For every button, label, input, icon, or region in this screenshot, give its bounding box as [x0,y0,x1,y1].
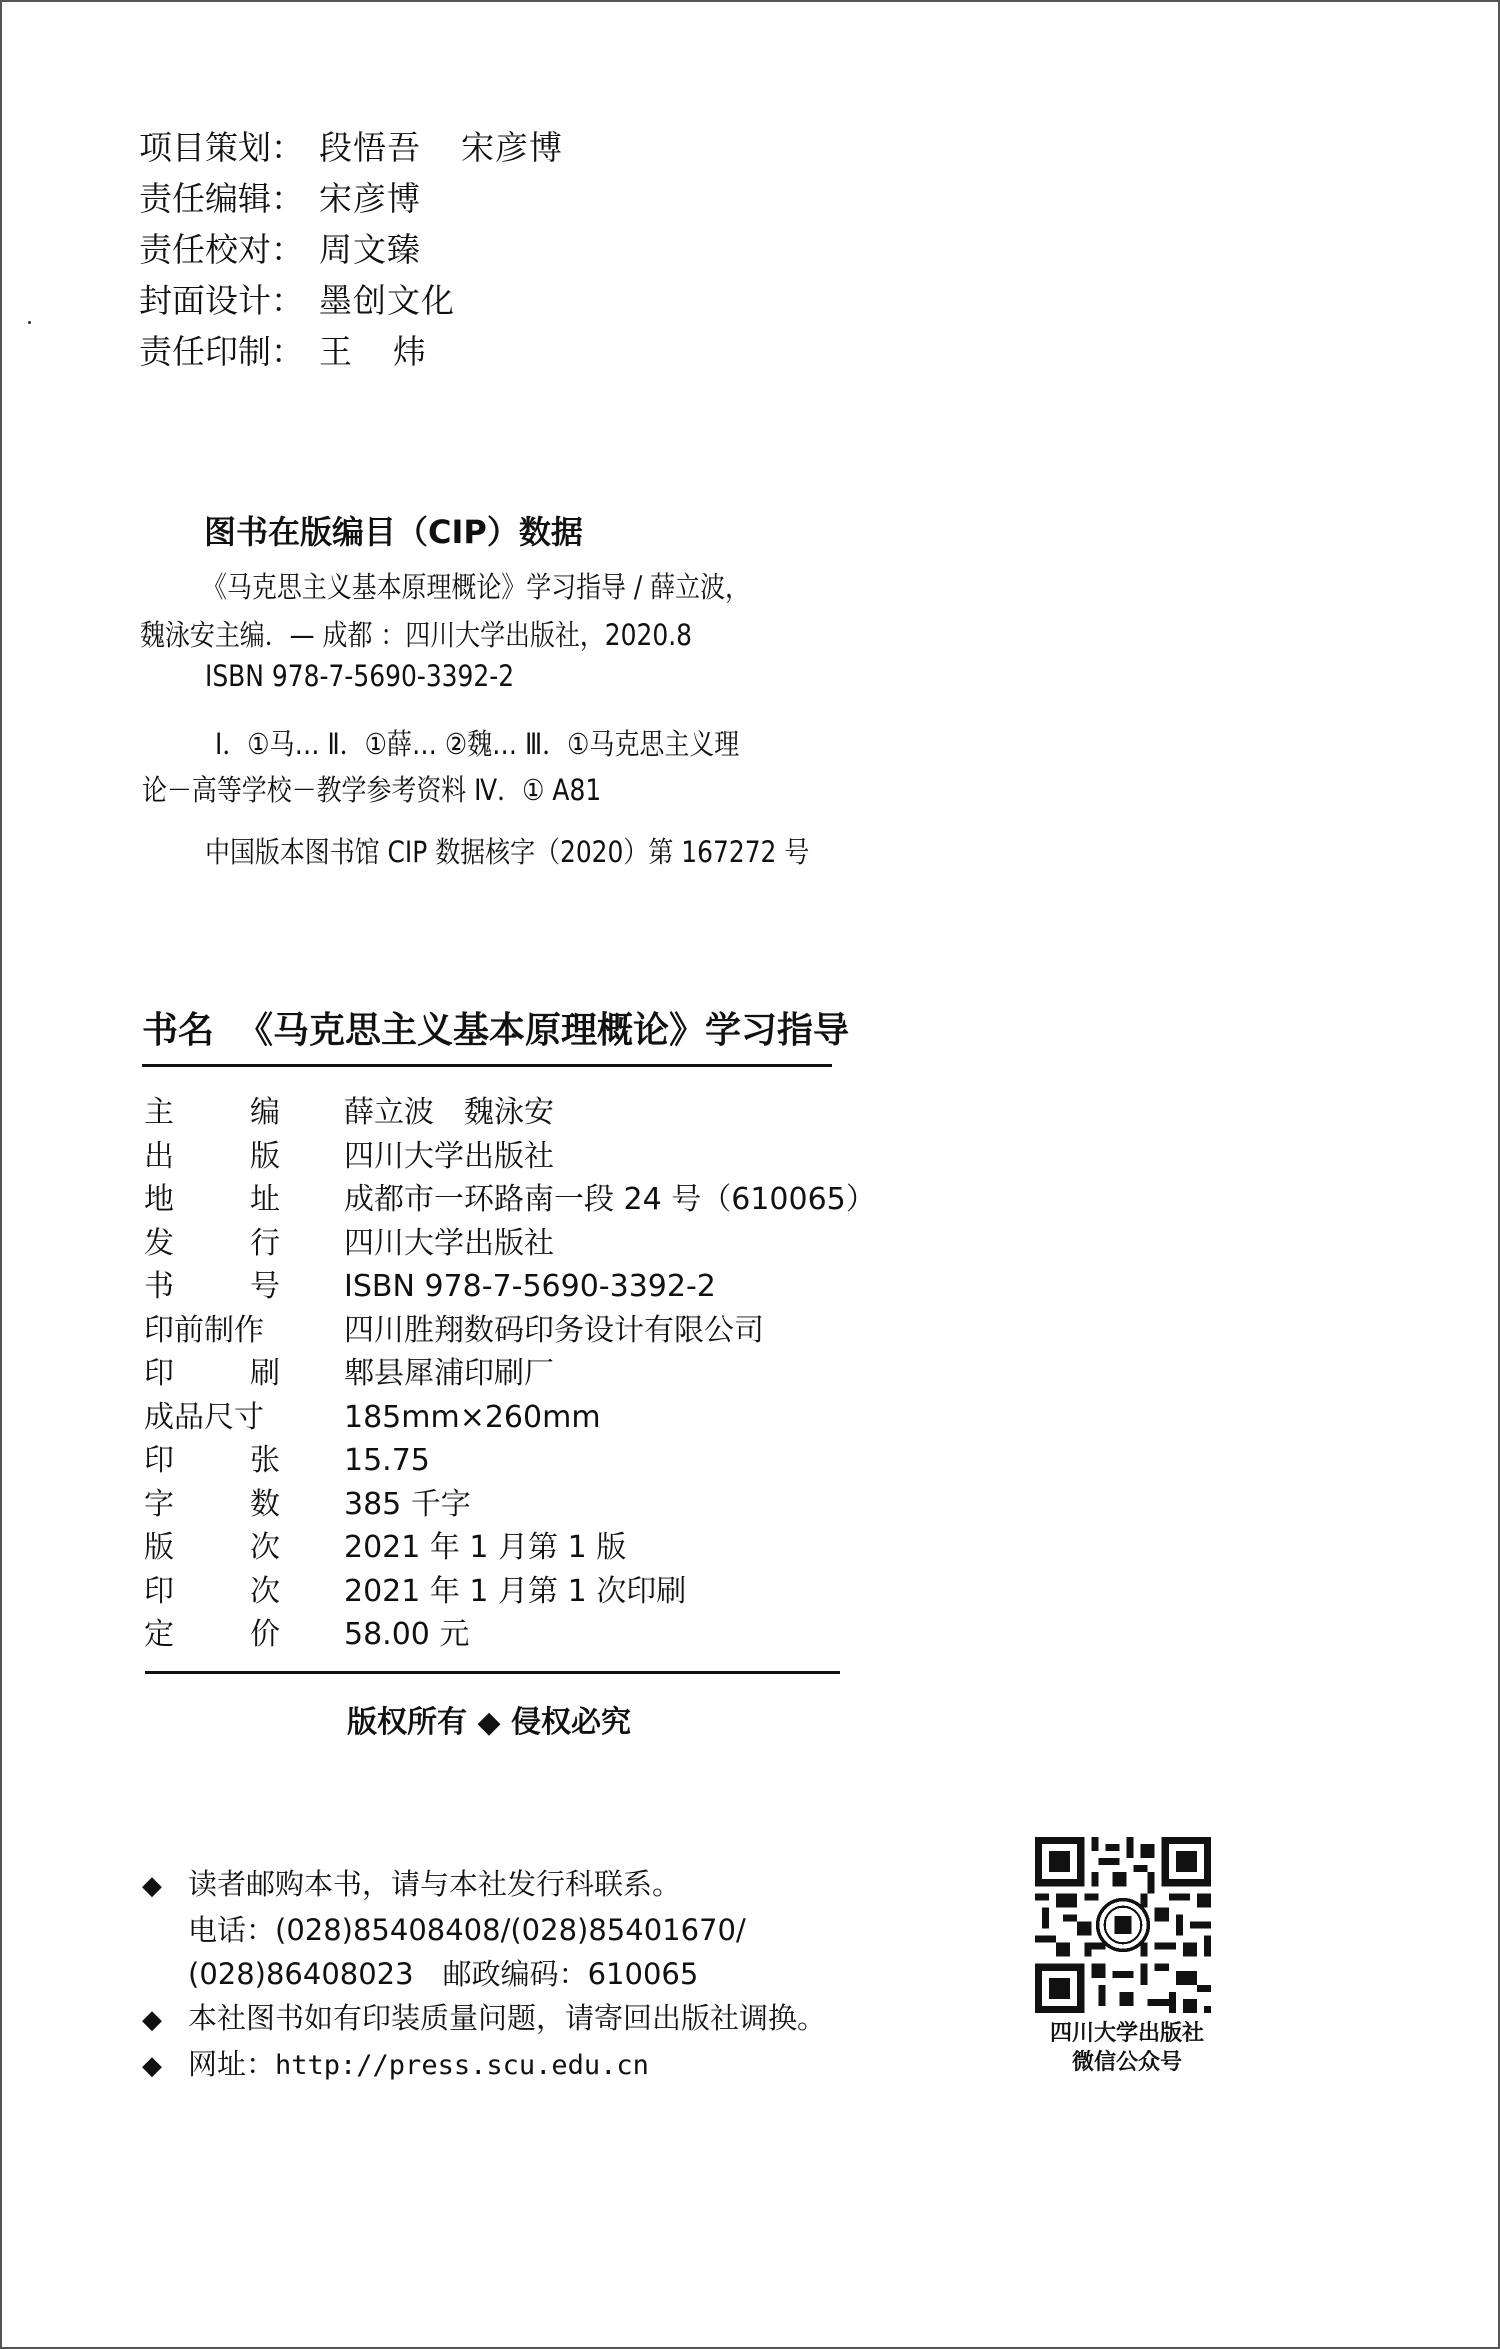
credit-value: 周文臻 [319,230,421,269]
info-value: 四川胜翔数码印务设计有限公司 [344,1312,764,1348]
info-value: 郫县犀浦印刷厂 [344,1356,554,1391]
notice-text: 读者邮购本书，请与本社发行科联系。 [188,1867,682,1901]
info-row-edition [144,1526,876,1570]
info-value: 385 千字 [344,1486,471,1522]
cip-line: 魏泳安主编．— 成都 ：四川大学出版社，2020.8 [140,618,693,652]
credit-value: 墨创文化 [319,281,455,320]
website-link[interactable]: http://press.scu.edu.cn [275,2050,649,2081]
qr-caption-line: 四川大学出版社 [1049,2021,1204,2046]
credit-value: 宋彦博 [319,179,421,218]
info-label: 成品尺寸 [144,1399,264,1435]
book-title-text: 《马克思主义基本原理概论》学习指导 [237,1010,850,1051]
info-label: 书 号 [144,1269,280,1304]
info-value: 58.00 元 [344,1617,470,1652]
info-row-size [144,1396,876,1440]
credit-row [139,275,563,326]
reader-notices [142,1862,826,2088]
credit-row [139,326,563,377]
book-info-table [144,1091,876,1657]
info-row-printer [144,1352,876,1396]
credit-label: 责任校对： [139,230,304,269]
info-row-prepress [144,1309,876,1353]
info-value: 成都市一环路南一段 24 号（610065） [344,1182,876,1217]
credit-row [139,122,563,173]
credit-row [139,224,563,275]
credit-label: 封面设计： [139,281,304,320]
notice-text: 本社图书如有印装质量问题，请寄回出版社调换。 [188,2001,827,2035]
cip-line: ISBN 978-7-5690-3392-2 [205,659,515,693]
credit-name: 炜 [393,332,427,371]
book-title [142,1002,849,1053]
info-row-distributor [144,1222,876,1266]
credit-label: 责任编辑： [139,179,304,218]
info-label: 印前制作 [144,1312,264,1348]
info-label: 地 址 [144,1182,280,1217]
info-row-address [144,1178,876,1222]
credits-block [139,122,563,377]
cip-title: 图书在版编目（CIP）数据 [204,513,583,551]
credit-name: 王 [319,332,353,371]
credit-value [319,326,427,377]
divider-bottom [145,1671,840,1674]
credit-name: 段悟吾 [319,128,421,167]
book-title-label: 书名 [142,1010,215,1051]
info-row-sheets [144,1439,876,1483]
info-label: 定 价 [144,1617,280,1652]
info-value: 2021 年 1 月第 1 版 [344,1530,627,1565]
notice-phone-line: (028)86408023 邮政编码：610065 [188,1957,699,1991]
scan-speck [28,321,31,324]
notice-order [142,1862,826,1908]
website-label: 网址： [188,2047,276,2081]
info-row-printing [144,1570,876,1614]
divider-top [142,1064,832,1067]
info-value: 2021 年 1 月第 1 次印刷 [344,1573,687,1609]
info-value: ISBN 978-7-5690-3392-2 [344,1269,716,1304]
qr-caption-line: 微信公众号 [1071,2050,1182,2075]
diamond-bullet-icon: ◆ [142,2005,162,2035]
info-label: 主 编 [144,1095,280,1130]
notice-phone-line: 电话：(028)85408408/(028)85401670/ [188,1913,746,1947]
cip-line: Ⅰ．①马… Ⅱ．①薛… ②魏… Ⅲ．①马克思主义理 [215,727,740,761]
info-row-isbn [144,1265,876,1309]
info-label: 印 张 [144,1443,280,1478]
info-value: 15.75 [344,1443,430,1478]
diamond-bullet-icon: ◆ [142,2051,162,2081]
credit-label: 责任印制： [139,332,304,371]
credit-label: 项目策划： [139,128,304,167]
info-value: 185mm×260mm [344,1399,601,1435]
info-label: 发 行 [144,1225,280,1261]
credit-name: 宋彦博 [461,128,563,167]
qr-code-icon [1035,1837,1211,2013]
cip-line: 论－高等学校－教学参考资料 Ⅳ．① A81 [142,773,602,807]
info-label: 印 刷 [144,1356,280,1391]
cip-line: 中国版本图书馆 CIP 数据核字（2020）第 167272 号 [205,835,810,869]
info-label: 印 次 [144,1573,280,1609]
notice-quality [142,1996,826,2042]
notice-website [142,2042,826,2088]
info-value: 四川大学出版社 [344,1225,554,1261]
credit-value [319,122,563,173]
info-row-publisher [144,1135,876,1179]
copyright-notice: 版权所有 ◆ 侵权必究 [347,1705,631,1740]
qr-caption [1022,2019,1232,2077]
info-label: 出 版 [144,1138,280,1174]
info-value: 薛立波 魏泳安 [344,1095,554,1130]
info-row-editor [144,1091,876,1135]
info-label: 版 次 [144,1530,280,1565]
info-value: 四川大学出版社 [344,1138,554,1174]
diamond-bullet-icon: ◆ [142,1871,162,1901]
info-row-price [144,1613,876,1657]
info-label: 字 数 [144,1486,280,1522]
info-row-wordcount [144,1483,876,1527]
cip-line: 《马克思主义基本原理概论》学习指导 / 薛立波， [202,570,751,604]
credit-row [139,173,563,224]
